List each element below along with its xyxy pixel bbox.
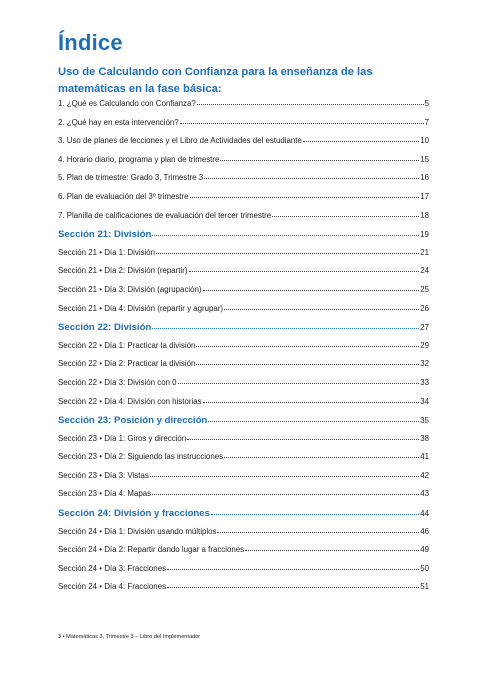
dot-leader — [272, 210, 419, 217]
dot-leader — [178, 377, 420, 384]
toc-entry-text: 5. Plan de trimestre: Grado 3, Trimestre 3 — [58, 173, 204, 183]
toc-page-number: 16 — [420, 173, 429, 183]
toc-entry[interactable] — [58, 173, 429, 192]
toc-entry-text: Sección 21: División — [58, 229, 152, 241]
toc-section-heading[interactable] — [58, 322, 429, 341]
toc-entry-text: Sección 24 • Día 4: Fracciones — [58, 582, 167, 592]
toc-page-number: 25 — [420, 284, 429, 294]
toc-entry[interactable] — [58, 434, 429, 453]
toc-entry[interactable] — [58, 192, 429, 211]
toc-entry[interactable] — [58, 545, 429, 564]
dot-leader — [197, 98, 424, 105]
toc-entry[interactable] — [58, 341, 429, 360]
toc-entry-text: Sección 22: División — [58, 322, 152, 334]
toc-section-heading[interactable] — [58, 229, 429, 248]
toc-entry[interactable] — [58, 304, 429, 323]
toc-entry-text: 3. Uso de planes de lecciones y el Libro de Actividades del estudiante — [58, 136, 302, 146]
dot-leader — [204, 172, 419, 179]
dot-leader — [152, 322, 419, 329]
dot-leader — [224, 451, 419, 458]
toc-entry-text: Sección 23 • Día 1: Giros y dirección — [58, 433, 187, 443]
toc-entry[interactable] — [58, 471, 429, 490]
toc-page-number: 19 — [420, 230, 429, 240]
toc-entry-text: Sección 23: Posición y dirección — [58, 415, 208, 427]
toc-page-number: 5 — [424, 99, 429, 108]
toc-entry-text: 7. Planilla de calificaciones de evaluación del tercer trimestre — [58, 210, 272, 220]
dot-leader — [203, 396, 420, 403]
toc-entry-text: Sección 22 • Día 2: Practicar la división — [58, 359, 196, 369]
toc-page-number: 15 — [420, 154, 429, 164]
toc-entry-text: Sección 21 • Día 3: División (agrupación) — [58, 284, 202, 294]
toc-entry[interactable] — [58, 564, 429, 583]
toc-entry-text: Sección 21 • Día 1: División — [58, 247, 156, 257]
toc-page-number: 38 — [420, 433, 429, 443]
toc-entry-text: 6. Plan de evaluación del 3º trimestre — [58, 191, 189, 201]
toc-page-number: 17 — [420, 191, 429, 201]
toc-entry[interactable] — [58, 378, 429, 397]
page-title: Índice — [58, 30, 123, 55]
toc-page-number: 32 — [420, 359, 429, 369]
toc-page-number: 26 — [420, 303, 429, 313]
toc-entry[interactable] — [58, 489, 429, 508]
toc-entry[interactable] — [58, 136, 429, 155]
dot-leader — [152, 229, 419, 236]
toc-entry-text: Sección 24 • Día 1: División usando múltiplos — [58, 526, 217, 536]
toc-entry-text: Sección 24: División y fracciones — [58, 508, 210, 520]
dot-leader — [190, 191, 420, 198]
toc-page-number: 49 — [420, 545, 429, 555]
dot-leader — [208, 415, 419, 422]
table-of-contents — [58, 99, 429, 601]
toc-entry[interactable] — [58, 211, 429, 230]
toc-entry-text: Sección 23 • Día 2: Siguiendo las instrucciones — [58, 452, 224, 462]
toc-entry[interactable] — [58, 266, 429, 285]
toc-section-heading[interactable] — [58, 415, 429, 434]
toc-page-number: 42 — [420, 470, 429, 480]
toc-subtitle: Uso de Calculando con Confianza para la enseñanza de las matemáticas en la fase básica: — [58, 66, 373, 95]
toc-page-number: 7 — [424, 117, 429, 127]
dot-leader — [187, 433, 419, 440]
toc-entry-text: Sección 24 • Día 2: Repartir dando lugar a fracciones — [58, 545, 245, 555]
dot-leader — [167, 563, 419, 570]
dot-leader — [220, 154, 419, 161]
dot-leader — [224, 303, 419, 310]
toc-page-number: 46 — [420, 526, 429, 536]
page-footer: 3 • Matemáticas 3, Trimestre 3 – Libro del Implementador — [58, 634, 201, 640]
toc-entry-text: Sección 22 • Día 4: División con historias — [58, 396, 202, 406]
dot-leader — [150, 470, 419, 477]
toc-page-number: 29 — [420, 340, 429, 350]
dot-leader — [196, 358, 419, 365]
toc-entry-text: Sección 23 • Día 3: Vistas — [58, 470, 149, 480]
toc-page-number: 51 — [420, 582, 429, 592]
toc-entry-text: Sección 21 • Día 4: División (repartir y agrupar) — [58, 303, 224, 313]
toc-page-number: 27 — [420, 323, 429, 333]
toc-page-number: 35 — [420, 416, 429, 426]
toc-page-number: 34 — [420, 396, 429, 406]
toc-page-number: 50 — [420, 563, 429, 573]
toc-entry[interactable] — [58, 155, 429, 174]
dot-leader — [217, 526, 419, 533]
toc-entry-text: 4. Horario diario, programa y plan de trimestre — [58, 154, 220, 164]
dot-leader — [189, 265, 420, 272]
toc-entry[interactable] — [58, 452, 429, 471]
toc-page-number: 10 — [420, 136, 429, 146]
toc-entry-text: Sección 22 • Día 1: Practicar la división — [58, 340, 196, 350]
toc-entry-text: 1. ¿Qué es Calculando con Confianza? — [58, 99, 196, 108]
dot-leader — [152, 488, 419, 495]
toc-page-number: 43 — [420, 489, 429, 499]
toc-entry-text: 2. ¿Qué hay en esta intervención? — [58, 117, 179, 127]
dot-leader — [196, 340, 419, 347]
toc-page-number: 41 — [420, 452, 429, 462]
dot-leader — [167, 581, 419, 588]
toc-page-number: 24 — [420, 266, 429, 276]
toc-section-heading[interactable] — [58, 508, 429, 527]
toc-entry[interactable] — [58, 359, 429, 378]
toc-entry[interactable] — [58, 118, 429, 137]
toc-entry-text: Sección 24 • Día 3: Fracciones — [58, 563, 167, 573]
dot-leader — [180, 117, 424, 124]
toc-entry[interactable] — [58, 99, 429, 118]
toc-entry-text: Sección 23 • Día 4: Mapas — [58, 489, 152, 499]
toc-page-number: 18 — [420, 210, 429, 220]
toc-entry[interactable] — [58, 285, 429, 304]
dot-leader — [156, 247, 419, 254]
toc-page-number: 44 — [420, 509, 429, 519]
dot-leader — [303, 135, 419, 142]
toc-entry[interactable] — [58, 397, 429, 416]
toc-entry-text: Sección 22 • Día 3: División con 0 — [58, 377, 177, 387]
toc-page-number: 21 — [420, 247, 429, 257]
dot-leader — [203, 284, 420, 291]
toc-page-number: 33 — [420, 377, 429, 387]
toc-entry[interactable] — [58, 248, 429, 267]
dot-leader — [245, 544, 419, 551]
toc-entry-text: Sección 21 • Día 2: División (repartir) — [58, 266, 188, 276]
toc-entry[interactable] — [58, 582, 429, 601]
toc-entry[interactable] — [58, 527, 429, 546]
dot-leader — [211, 508, 419, 515]
